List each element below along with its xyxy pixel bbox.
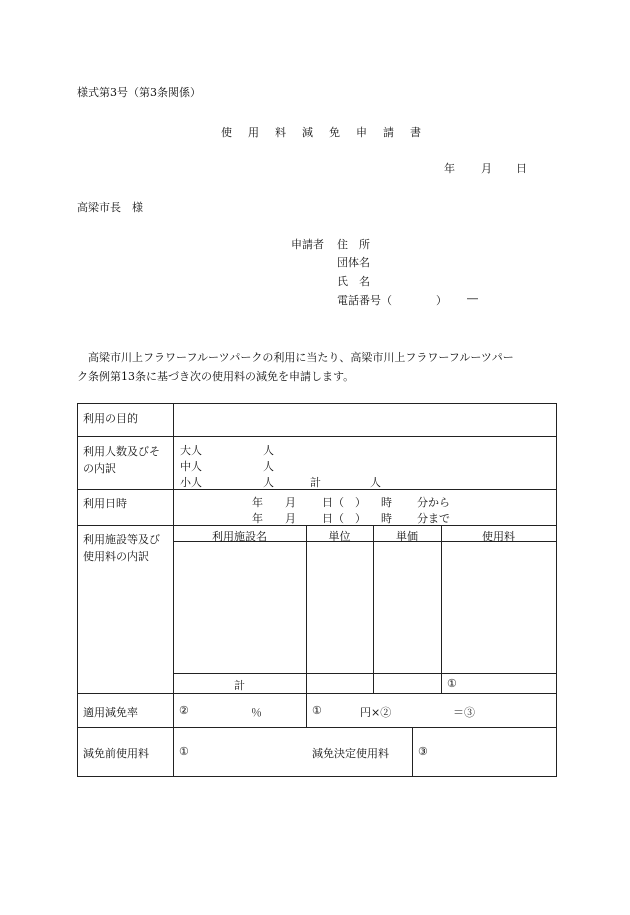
rate-label: 適用減免率 <box>83 706 138 719</box>
title-char: 使 <box>221 126 232 139</box>
small-label: 小人 <box>180 476 202 489</box>
rate-calc-yen: 円×② <box>360 706 392 719</box>
title-char: 免 <box>329 126 340 139</box>
title-char: 申 <box>356 126 367 139</box>
title-char: 料 <box>275 126 286 139</box>
decided-fee-divider <box>412 727 413 777</box>
end-hour: 時 <box>381 512 392 525</box>
addressee: 高梁市長 様 <box>77 201 143 214</box>
decided-fee-marker: ③ <box>418 745 428 758</box>
end-minute-to: 分まで <box>417 512 450 525</box>
datetime-label: 利用日時 <box>83 497 127 510</box>
rate-calc-result: ＝③ <box>453 706 475 719</box>
pre-fee-marker: ① <box>179 745 189 758</box>
people-label-line-2: の内訳 <box>83 462 116 475</box>
applicant-group-label: 団体名 <box>337 256 370 269</box>
start-day: 日（ ） <box>322 496 366 509</box>
col-facility-name: 利用施設名 <box>212 530 267 543</box>
adult-label: 大人 <box>180 444 202 457</box>
applicant-phone-dash: ― <box>467 292 478 305</box>
col-fee: 使用料 <box>482 530 515 543</box>
start-year: 年 <box>252 496 263 509</box>
col-unit: 単位 <box>328 530 351 543</box>
rate-marker: ② <box>179 704 189 717</box>
purpose-label: 利用の目的 <box>83 412 138 425</box>
start-minute-from: 分から <box>417 496 450 509</box>
document-title <box>221 124 421 140</box>
row-divider <box>77 525 557 526</box>
table-border-left <box>77 403 78 777</box>
applicant-address-label: 住 所 <box>337 238 370 251</box>
end-year: 年 <box>252 512 263 525</box>
applicant-label: 申請者 <box>291 238 324 251</box>
facility-label-line-2: 使用料の内訳 <box>83 550 149 563</box>
start-hour: 時 <box>381 496 392 509</box>
applicant-name-label: 氏 名 <box>337 275 370 288</box>
row-divider <box>77 693 557 694</box>
date-month: 月 <box>481 162 492 175</box>
unit-column-divider <box>306 525 307 727</box>
intro-line-1: 高梁市川上フラワーフルーツパークの利用に当たり、高梁市川上フラワーフルーツパー <box>77 351 514 364</box>
intro-line-2: ク条例第13条に基づき次の使用料の減免を申請します。 <box>77 370 355 383</box>
date-day: 日 <box>516 162 527 175</box>
decided-fee-label: 減免決定使用料 <box>312 747 389 760</box>
small-unit: 人 <box>263 476 274 489</box>
form-number: 様式第3号（第3条関係） <box>77 86 201 99</box>
col-unit-price: 単価 <box>396 530 418 543</box>
middle-unit: 人 <box>263 460 274 473</box>
applicant-phone-close: ） <box>436 294 447 307</box>
title-char: 用 <box>248 126 259 139</box>
label-column-divider <box>173 403 174 777</box>
pre-fee-label: 減免前使用料 <box>83 747 149 760</box>
rate-percent: ％ <box>251 706 262 719</box>
people-total-label: 計 <box>310 476 321 489</box>
table-border-top <box>77 403 557 404</box>
fee-sum-marker: ① <box>447 677 457 690</box>
rate-calc-marker-1: ① <box>312 704 322 717</box>
title-char: 請 <box>383 126 394 139</box>
title-char: 減 <box>302 126 313 139</box>
adult-unit: 人 <box>263 444 274 457</box>
people-total-unit: 人 <box>370 476 381 489</box>
middle-label: 中人 <box>180 460 202 473</box>
facility-sum-divider <box>173 673 557 674</box>
date-year: 年 <box>444 162 455 175</box>
facility-sum-label: 計 <box>234 679 245 692</box>
price-column-divider <box>373 525 374 693</box>
people-label-line-1: 利用人数及びそ <box>83 445 160 458</box>
title-char: 書 <box>410 126 421 139</box>
end-month: 月 <box>285 512 296 525</box>
row-divider <box>77 436 557 437</box>
table-border-bottom <box>77 776 557 777</box>
table-border-right <box>556 403 557 777</box>
row-divider <box>77 727 557 728</box>
fee-column-divider <box>441 525 442 693</box>
facility-label-line-1: 利用施設等及び <box>83 533 160 546</box>
applicant-phone-label: 電話番号（ <box>337 294 392 307</box>
start-month: 月 <box>285 496 296 509</box>
end-day: 日（ ） <box>322 512 366 525</box>
